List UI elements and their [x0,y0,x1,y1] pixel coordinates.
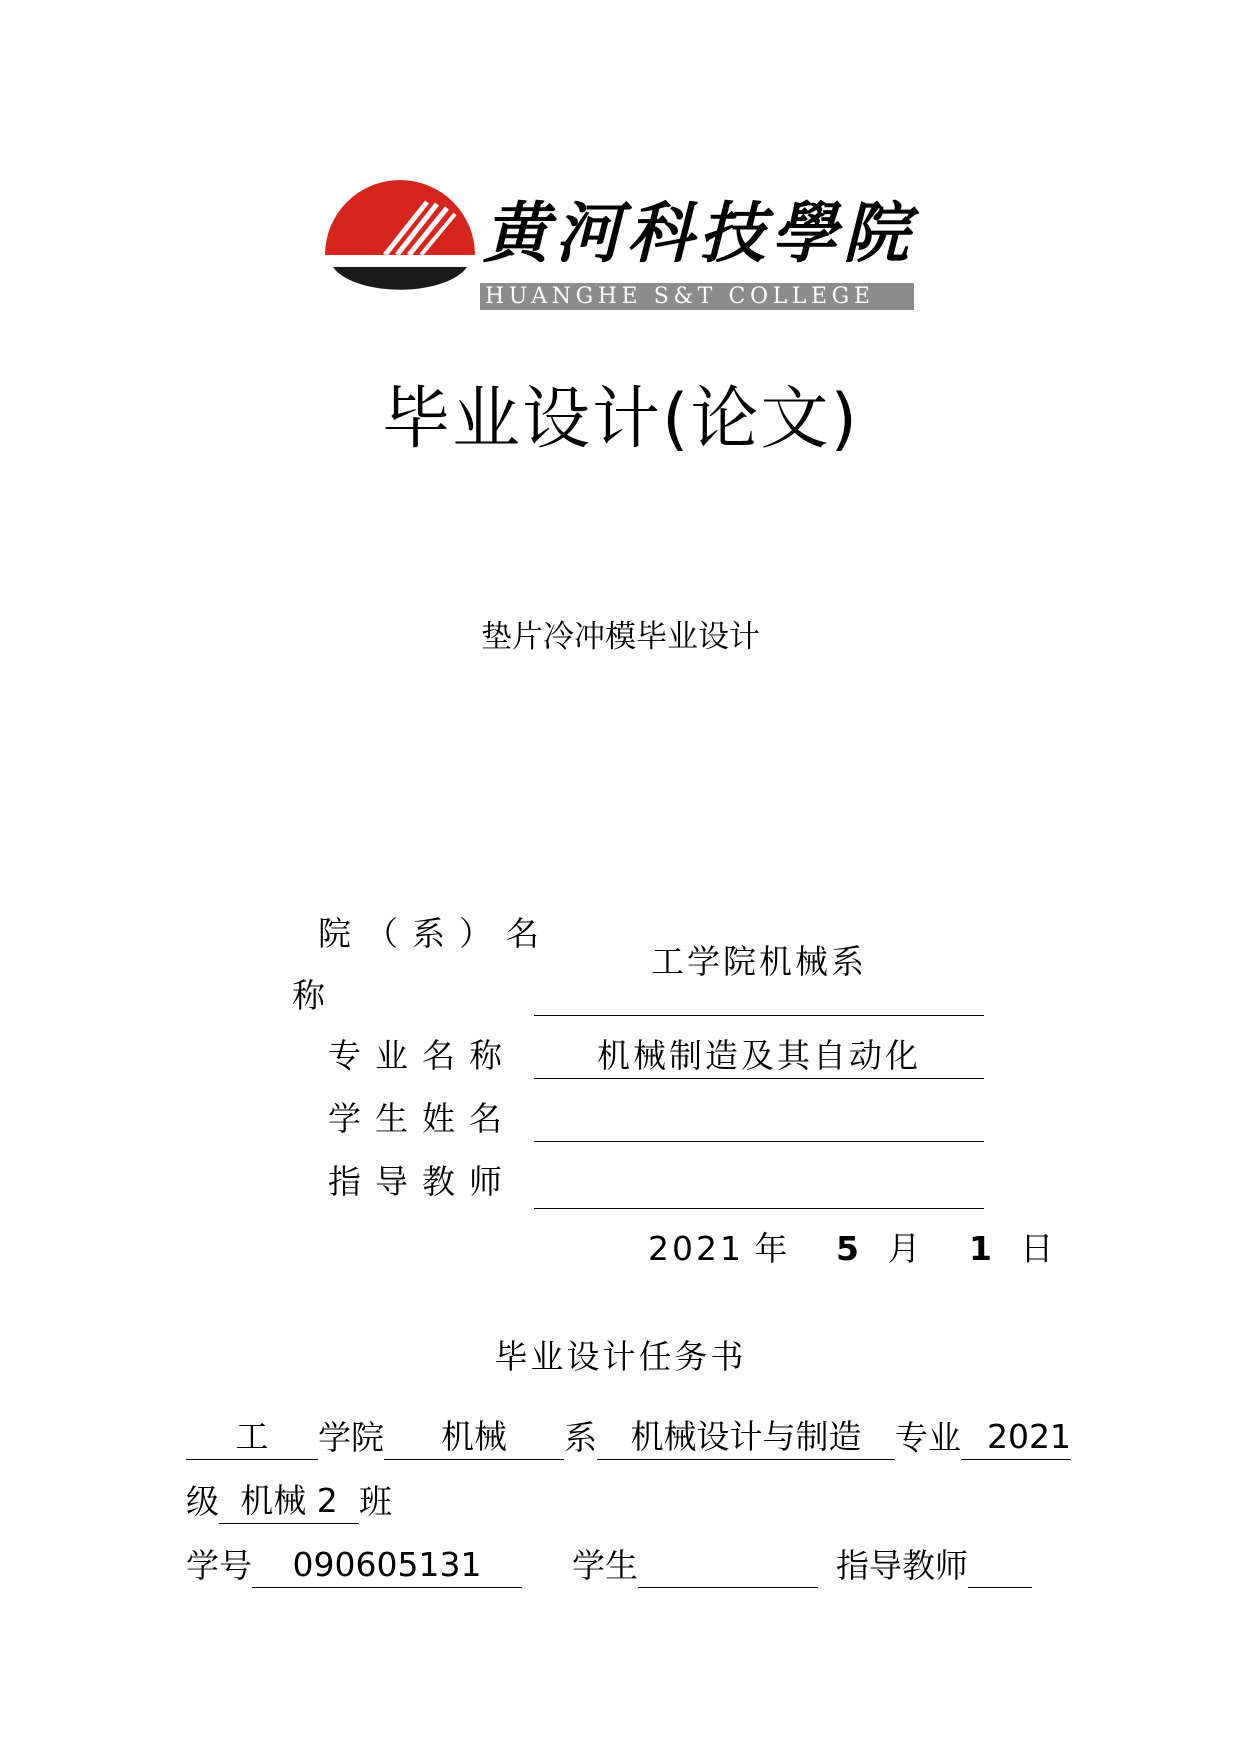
date-year-unit: 年 [754,1229,788,1268]
task-dept-label: 系 [564,1418,597,1457]
main-title: 毕业设计(论文) [381,380,860,459]
task-college-label: 学院 [318,1418,384,1457]
college-english-name: HUANGHE S&T COLLEGE [485,284,875,309]
task-class-label: 班 [359,1482,392,1521]
task-major-label: 专业 [895,1418,961,1457]
date-day-unit: 日 [1020,1229,1054,1268]
student-name-label: 学生姓名 [328,1099,516,1138]
task-grade-label: 级 [186,1482,219,1521]
dept-value: 工学院机械系 [534,940,984,1016]
task-advisor-value [968,1543,1032,1588]
task-row-1 [186,1415,1071,1460]
date-month: 5 [835,1229,859,1268]
task-student-label: 学生 [572,1546,638,1585]
college-chinese-name: 黄河科技學院 [483,194,915,272]
dept-label-line2: 称 [292,976,339,1015]
date-day: 1 [968,1229,992,1268]
advisor-value [534,1164,984,1209]
advisor-label: 指导教师 [328,1162,516,1201]
date-month-unit: 月 [887,1229,921,1268]
date [648,1227,1053,1271]
task-grade-value: 2021 [961,1415,1071,1460]
task-book-title: 毕业设计任务书 [494,1337,747,1376]
task-college-value: 工 [186,1415,318,1460]
task-dept-value: 机械 [384,1415,564,1460]
task-student-value [638,1543,818,1588]
thesis-title: 垫片冷冲模毕业设计 [481,619,760,655]
student-name-value [534,1097,984,1142]
college-logo [325,180,915,315]
task-advisor-label: 指导教师 [836,1546,968,1585]
task-id-label: 学号 [186,1546,252,1585]
task-row-3 [186,1543,1032,1588]
date-year: 2021 [648,1229,744,1268]
task-row-2 [186,1479,392,1524]
task-id-value: 090605131 [252,1543,522,1588]
dept-label-line1: 院（系）名 [318,914,553,953]
task-class-value: 机械 2 [219,1479,359,1524]
major-value: 机械制造及其自动化 [534,1034,984,1079]
major-label: 专业名称 [328,1036,516,1075]
task-major-value: 机械设计与制造 [597,1415,895,1460]
